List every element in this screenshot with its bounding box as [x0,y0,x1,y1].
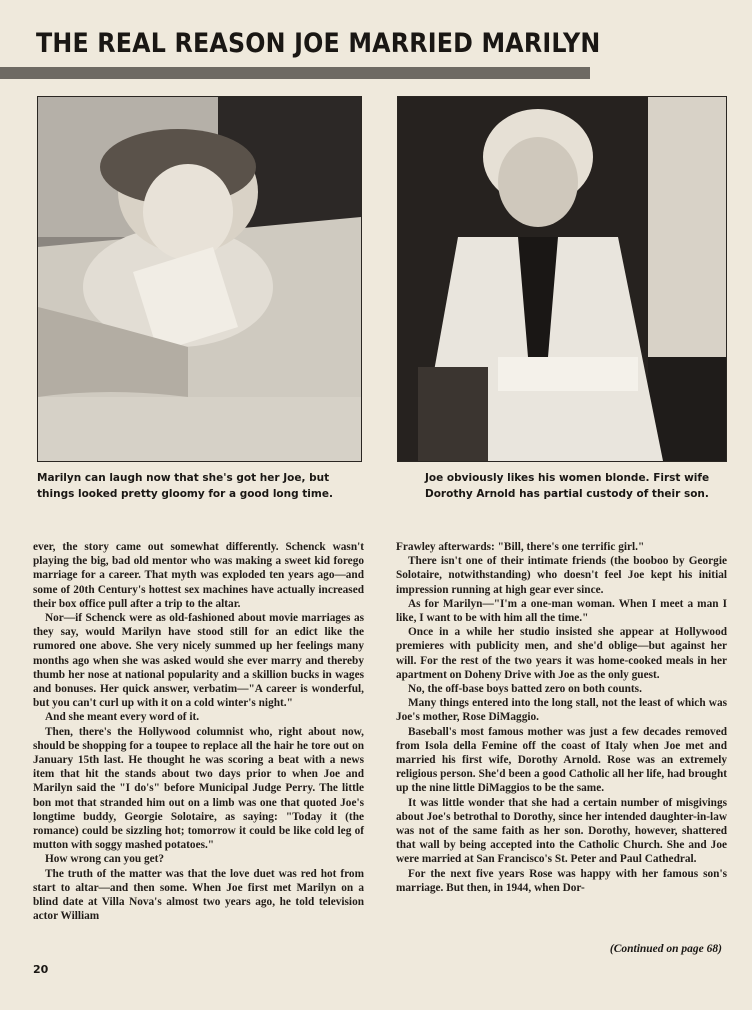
photo-marilyn-image [38,97,361,461]
caption-line: Joe obviously likes his women blonde. First wife [425,472,710,484]
article-paragraph: As for Marilyn—"I'm a one-man woman. When I meet a man I like, I want to be with him all the time." [396,597,727,625]
article-paragraph: And she meant every word of it. [45,711,200,724]
headline: THE REAL REASON JOE MARRIED MARILYN [36,28,601,59]
page-number: 20 [33,963,49,976]
article-paragraph: Nor—if Schenck were as old-fashioned about movie marriages as they say, would Marilyn have stood still for an edict like the rumored one above. She very nicely summed up her feelings many months ago when she was asked would she ever marry and thereby thumb her nose at national popularity and a skillion bucks in wages and bonuses. Her quick answer, verbatim—"A career is wonderful, but you can't curl up with it on a cold winter's night." [33,612,364,710]
caption-dorothy [425,470,745,502]
caption-line: things looked pretty gloomy for a good long time. [37,488,333,500]
article-paragraph: Many things entered into the long stall, not the least of which was Joe's mother, Rose DiMaggio. [396,697,727,724]
continued-note: (Continued on page 68) [609,943,722,955]
article-paragraph: There isn't one of their intimate friends (the booboo by Georgie Solotaire, notwithstanding) who doesn't feel Joe kept his initial impression running at high gear ever since. [396,555,727,596]
caption-marilyn [37,470,357,502]
photo-dorothy-image [398,97,726,461]
article-paragraph: How wrong can you get? [45,853,165,866]
photo-marilyn [37,96,362,462]
caption-line: Marilyn can laugh now that she's got her Joe, but [37,472,330,484]
article-paragraph: Then, there's the Hollywood columnist who, right about now, should be shopping for a toupee to replace all the hair he tore out on January 15th last. He thought he was scoring a beat with a news item that hit the stands about two days prior to when Joe and Marilyn said the "I do's" before Municipal Judge Perry. The little bon mot that stranded him out on a limb was one that quoted Joe's longtime buddy, Georgie Solotaire, as saying: "Today it (the romance) could be sizzling hot; tomorrow it could be like cold leg of mutton with soggy mashed potatoes." [33,725,364,852]
article-paragraph: The truth of the matter was that the love duet was red hot from start to altar—and then some. When Joe first met Marilyn on a blind date at Villa Nova's almost two years ago, he told television actor William [33,867,364,923]
article-paragraph: It was little wonder that she had a certain number of misgivings about Joe's betrothal to Dorothy, since her intended daughter-in-law was not of the same faith as her son. Dorothy, however, shattered that wall by being accepted into the Catholic Church. She and Joe were married at San Francisco's St. Peter and Paul Cathedral. [396,796,727,866]
photo-dorothy [397,96,727,462]
article-paragraph: ever, the story came out somewhat differently. Schenck wasn't playing the big, bad old mentor who was making a sweet kid forego marriage for a career. That myth was exploded ten years ago—and some of 20th Century's hottest sex machines have actually increased their box office pull after a trip to the altar. [33,541,364,610]
headline-rule [0,67,590,79]
article-column-right [396,540,727,895]
article-paragraph: No, the off-base boys batted zero on both counts. [408,683,642,696]
article-column-left [33,540,364,923]
article-paragraph: For the next five years Rose was happy with her famous son's marriage. But then, in 1944, when Dor- [396,867,727,894]
article-paragraph: Once in a while her studio insisted she appear at Hollywood premieres with publicity men, and she'd oblige—but against her will. For the rest of the two years it was home-cooked meals in her apartment on Doheny Drive with Joe as the only guest. [396,626,727,681]
article-paragraph: Baseball's most famous mother was just a few decades removed from Isola della Femine off the coast of Italy when Joe met and married his first wife, Dorothy Arnold. Rose was an extremely religious person. She'd been a good Catholic all her life, had brought up the nine little DiMaggios to be the same. [396,725,727,795]
article-paragraph: Frawley afterwards: "Bill, there's one terrific girl." [396,541,645,553]
caption-line: Dorothy Arnold has partial custody of their son. [425,488,709,500]
